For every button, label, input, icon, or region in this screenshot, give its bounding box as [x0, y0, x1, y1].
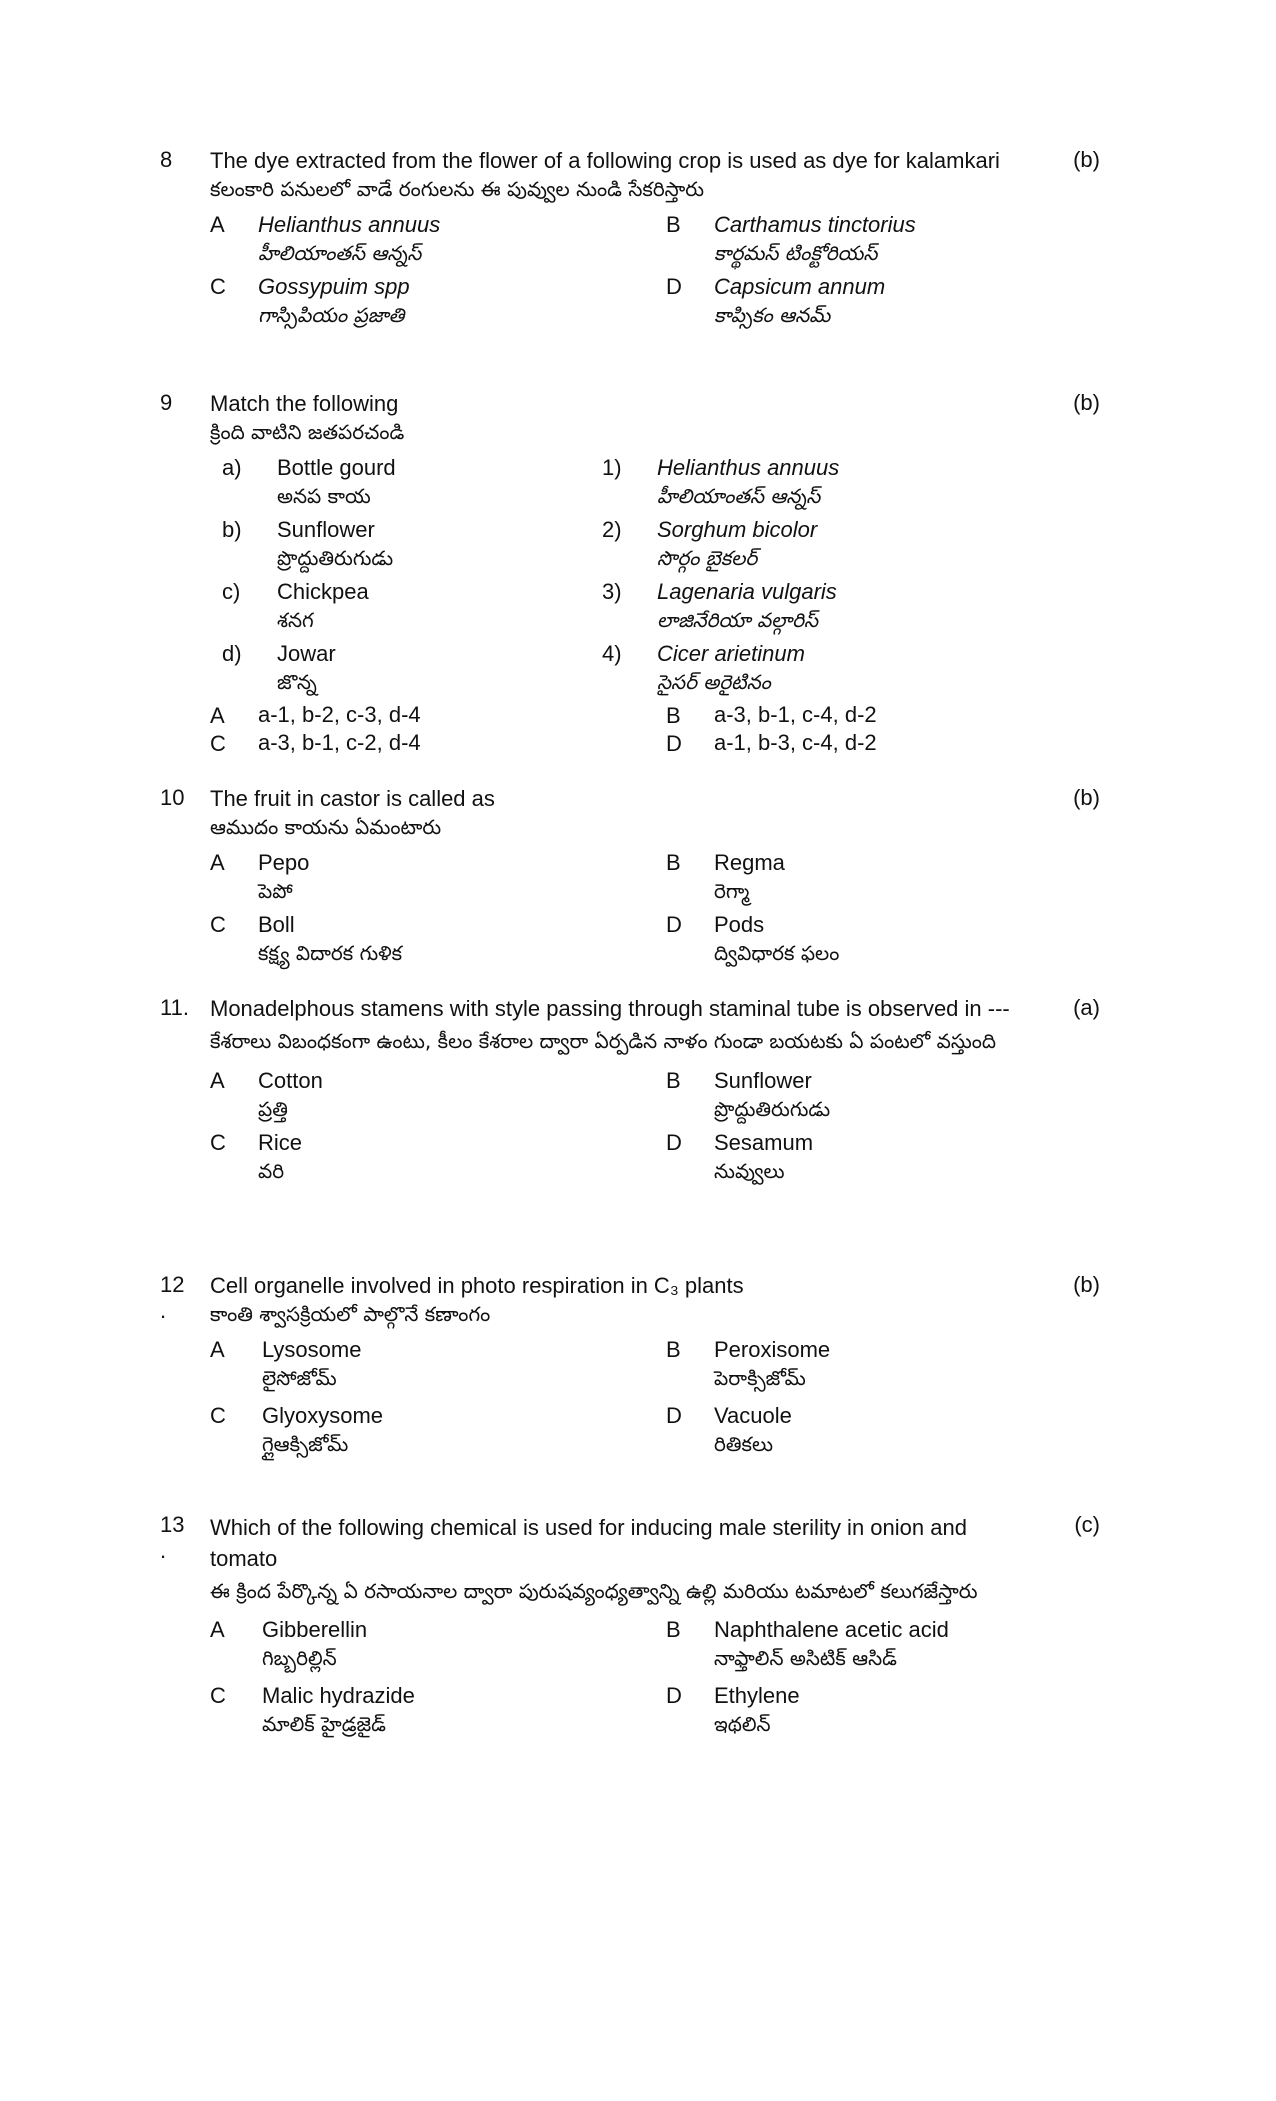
match-right-3 — [602, 578, 1062, 634]
option-text-en: Peroxisome — [714, 1337, 831, 1362]
option-d — [666, 273, 1066, 329]
option-c — [210, 730, 666, 758]
answer-key: (b) — [1073, 1272, 1100, 1297]
option-text-te: గిబ్బరిల్లిన్ — [262, 1646, 337, 1670]
option-text-en: a-3, b-1, c-2, d-4 — [258, 730, 421, 755]
option-text-en: Rice — [258, 1130, 303, 1155]
option-text-te: పెరాక్సిజోమ్ — [714, 1366, 806, 1390]
match-text-te: సొర్గం బైకలర్ — [657, 546, 758, 570]
match-letter: 1) — [602, 455, 622, 480]
option-text-te: నువ్వులు — [714, 1159, 785, 1183]
option-letter: A — [210, 850, 225, 875]
option-d — [666, 911, 1066, 967]
question-number-dot: . — [160, 1538, 167, 1563]
match-letter: 3) — [602, 579, 622, 604]
match-text-te: అనప కాయ — [277, 484, 371, 508]
option-letter: A — [210, 212, 225, 237]
option-c — [210, 1129, 666, 1185]
option-text-en: Ethylene — [714, 1683, 800, 1708]
option-letter: D — [666, 274, 682, 299]
answer-key: (b) — [1073, 147, 1100, 172]
option-letter: C — [210, 274, 226, 299]
match-right-2 — [602, 516, 1062, 572]
options — [210, 1336, 1040, 1458]
option-text-te: రెగ్మా — [714, 879, 750, 903]
match-letter: a) — [222, 455, 242, 480]
match-text-en: Helianthus annuus — [657, 455, 840, 480]
option-text-en: Helianthus annuus — [258, 212, 441, 237]
question-number-dot: . — [160, 1298, 167, 1323]
question-text-en: Cell organelle involved in photo respiration in C₃ plants — [210, 1273, 744, 1298]
option-letter: B — [666, 850, 681, 875]
match-text-te: సైసర్ అరైటినం — [657, 670, 771, 694]
match-text-en: Sorghum bicolor — [657, 517, 818, 542]
option-d — [666, 1402, 1066, 1458]
match-left-b — [222, 516, 602, 572]
match-letter: 2) — [602, 517, 622, 542]
option-c — [210, 911, 666, 967]
option-letter: C — [210, 1403, 226, 1428]
question-number: 11. — [160, 995, 189, 1020]
option-text-en: Sunflower — [714, 1068, 812, 1093]
option-c — [210, 1682, 666, 1738]
match-text-en: Bottle gourd — [277, 455, 396, 480]
match-left-d — [222, 640, 602, 696]
option-letter: A — [210, 1337, 225, 1362]
match-letter: c) — [222, 579, 241, 604]
option-b — [666, 1616, 1066, 1672]
option-text-te: రితికలు — [714, 1432, 774, 1456]
question-number — [160, 1272, 184, 1324]
option-text-en: Vacuole — [714, 1403, 792, 1428]
option-letter: C — [210, 1683, 226, 1708]
option-text-te: ప్రొద్దుతిరుగుడు — [714, 1097, 831, 1121]
option-text-en: Gibberellin — [262, 1617, 368, 1642]
option-text-en: Boll — [258, 912, 295, 937]
match-letter: d) — [222, 641, 242, 666]
option-b — [666, 702, 1066, 730]
option-text-en: Glyoxysome — [262, 1403, 384, 1428]
question-text-en: Which of the following chemical is used for inducing male sterility in onion and tomato — [210, 1515, 967, 1571]
question-text-te: ఆముదం కాయను ఏమంటారు — [210, 815, 442, 839]
option-text-te: మాలిక్ హైడ్రజైడ్ — [262, 1712, 386, 1736]
option-c — [210, 1402, 666, 1458]
option-letter: D — [666, 731, 682, 756]
option-letter: B — [666, 212, 681, 237]
option-letter: C — [210, 912, 226, 937]
option-text-en: Naphthalene acetic acid — [714, 1617, 949, 1642]
question-10 — [160, 785, 1100, 967]
option-text-te: కార్థమస్ టింక్టోరియస్ — [714, 241, 878, 265]
option-text-te: పెపో — [258, 879, 293, 903]
option-text-en: Capsicum annum — [714, 274, 886, 299]
question-9 — [160, 390, 1100, 758]
option-text-te: ఇథలిన్ — [714, 1712, 771, 1736]
match-text-en: Sunflower — [277, 517, 375, 542]
option-a — [210, 1336, 666, 1392]
option-letter: A — [210, 1068, 225, 1093]
question-text-en: The dye extracted from the flower of a following crop is used as dye for kalamkari — [210, 148, 1000, 173]
option-text-en: a-3, b-1, c-4, d-2 — [714, 702, 877, 727]
option-a — [210, 1067, 666, 1123]
question-text-te: కలంకారి పనులలో వాడే రంగులను ఈ పువ్వుల నుండి సేకరిస్తారు — [210, 177, 705, 201]
option-letter: C — [210, 731, 226, 756]
option-letter: B — [666, 1617, 681, 1642]
question-text-en: Match the following — [210, 391, 399, 416]
question-number: 9 — [160, 390, 173, 415]
option-text-en: Malic hydrazide — [262, 1683, 415, 1708]
match-text-te: ప్రొద్దుతిరుగుడు — [277, 546, 394, 570]
option-b — [666, 1067, 1066, 1123]
match-text-en: Chickpea — [277, 579, 369, 604]
match-text-te: శనగ — [277, 608, 314, 632]
question-12 — [160, 1272, 1100, 1458]
question-text-te: కేశరాలు విబంధకంగా ఉంటు, కీలం కేశరాల ద్వారా ఏర్పడిన నాళం గుండా బయటకు ఏ పంటలో వస్తుంది — [210, 1029, 997, 1053]
option-text-en: Gossypuim spp — [258, 274, 410, 299]
option-letter: C — [210, 1130, 226, 1155]
option-letter: B — [666, 703, 681, 728]
option-letter: D — [666, 1130, 682, 1155]
match-text-te: జొన్న — [277, 670, 317, 694]
question-text-te: క్రింది వాటిని జతపరచండి — [210, 420, 405, 444]
match-table — [222, 454, 1040, 696]
option-text-en: Sesamum — [714, 1130, 814, 1155]
question-text-te: ఈ క్రింద పేర్కొన్న ఏ రసాయనాల ద్వారా పురుషవ్యంధ్యత్వాన్ని ఉల్లి మరియు టమాటలో కలుగజేస్తారు — [210, 1579, 978, 1603]
option-text-en: Pods — [714, 912, 765, 937]
option-text-te: లైసోజోమ్ — [262, 1366, 337, 1390]
option-letter: D — [666, 912, 682, 937]
options — [210, 702, 1040, 758]
option-a — [210, 849, 666, 905]
option-text-te: గాస్సిపియం ప్రజాతి — [258, 303, 405, 327]
match-text-en: Cicer arietinum — [657, 641, 805, 666]
answer-key: (c) — [1074, 1512, 1100, 1537]
option-b — [666, 1336, 1066, 1392]
option-text-en: Carthamus tinctorius — [714, 212, 916, 237]
match-text-te: హీలియాంతస్ ఆన్నస్ — [657, 484, 821, 508]
option-b — [666, 211, 1066, 267]
match-text-te: లాజినేరియా వల్గారిస్ — [657, 608, 819, 632]
option-letter: A — [210, 1617, 225, 1642]
match-left-c — [222, 578, 602, 634]
question-text-te: కాంతి శ్వాసక్రియలో పాల్గొనే కణాంగం — [210, 1302, 491, 1326]
option-text-en: Regma — [714, 850, 785, 875]
match-text-en: Jowar — [277, 641, 336, 666]
option-text-en: Lysosome — [262, 1337, 362, 1362]
question-number: 8 — [160, 147, 173, 172]
option-text-en: a-1, b-2, c-3, d-4 — [258, 702, 421, 727]
question-number — [160, 1512, 184, 1564]
option-a — [210, 702, 666, 730]
option-text-te: గ్లైఆక్సిజోమ్ — [262, 1432, 349, 1456]
option-a — [210, 211, 666, 267]
options — [210, 1067, 1040, 1185]
option-letter: D — [666, 1403, 682, 1428]
options — [210, 211, 1040, 329]
question-text-en: The fruit in castor is called as — [210, 786, 495, 811]
option-text-te: ప్రత్తి — [258, 1097, 288, 1121]
option-text-te: కక్ష్య విదారక గుళిక — [258, 941, 403, 965]
question-8 — [160, 147, 1100, 329]
question-11 — [160, 995, 1100, 1185]
match-left-a — [222, 454, 602, 510]
question-text-en: Monadelphous stamens with style passing through staminal tube is observed in --- — [210, 996, 1010, 1021]
option-d — [666, 1129, 1066, 1185]
option-text-en: Cotton — [258, 1068, 323, 1093]
option-d — [666, 730, 1066, 758]
match-text-en: Lagenaria vulgaris — [657, 579, 837, 604]
option-b — [666, 849, 1066, 905]
match-right-1 — [602, 454, 1062, 510]
option-text-te: హీలియాంతస్ ఆన్నస్ — [258, 241, 422, 265]
option-d — [666, 1682, 1066, 1738]
question-number-text: 12 — [160, 1272, 185, 1297]
answer-key: (a) — [1073, 995, 1100, 1020]
option-text-te: ద్వివిధారక ఫలం — [714, 941, 840, 965]
option-text-te: నాఫ్తాలిన్ అసిటిక్ ఆసిడ్ — [714, 1646, 897, 1670]
option-c — [210, 273, 666, 329]
option-text-en: Pepo — [258, 850, 310, 875]
option-letter: D — [666, 1683, 682, 1708]
answer-key: (b) — [1073, 390, 1100, 415]
answer-key: (b) — [1073, 785, 1100, 810]
option-text-te: వరి — [258, 1159, 285, 1183]
match-letter: b) — [222, 517, 242, 542]
options — [210, 849, 1040, 967]
options — [210, 1616, 1040, 1738]
option-text-te: కాప్సికం ఆనమ్ — [714, 303, 831, 327]
match-right-4 — [602, 640, 1062, 696]
question-13 — [160, 1512, 1100, 1738]
question-number-text: 13 — [160, 1512, 185, 1537]
option-letter: B — [666, 1068, 681, 1093]
option-a — [210, 1616, 666, 1672]
question-number: 10 — [160, 785, 185, 810]
match-letter: 4) — [602, 641, 622, 666]
option-letter: B — [666, 1337, 681, 1362]
option-letter: A — [210, 703, 225, 728]
option-text-en: a-1, b-3, c-4, d-2 — [714, 730, 877, 755]
